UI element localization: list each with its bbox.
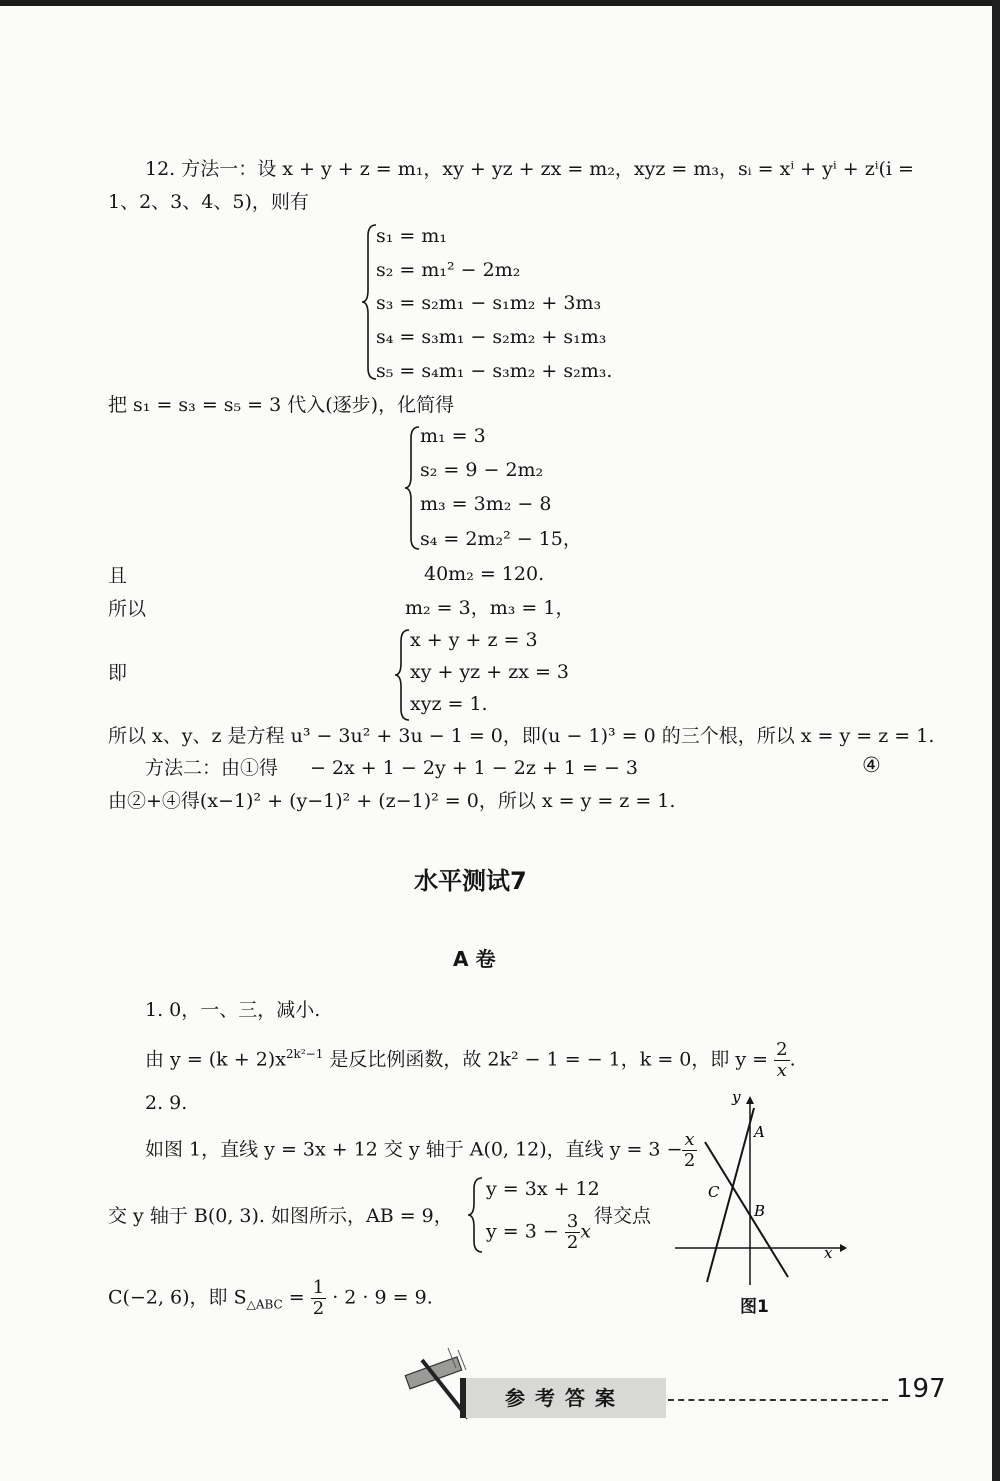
method2-label: 方法二：由①得 bbox=[145, 757, 279, 779]
and-equation: 40m₂ = 120. bbox=[424, 563, 545, 585]
so-label: 所以 bbox=[108, 598, 147, 620]
label-A: A bbox=[754, 1123, 765, 1141]
label-C: C bbox=[708, 1183, 720, 1201]
p12-line1: 12. 方法一：设 x + y + z = m₁，xy + yz + zx = m₂，xyz = m₃，sᵢ = xⁱ + yⁱ + zⁱ(i = bbox=[145, 158, 914, 180]
q2-line1: 如图 1，直线 y = 3x + 12 交 y 轴于 A(0, 12)，直线 y = 3 − $\frac{x}{2}$ bbox=[145, 1129, 696, 1171]
subsection-title: A 卷 bbox=[453, 947, 496, 971]
y-axis-arrow bbox=[746, 1096, 754, 1104]
q1-answer: 1. 0，一、三，减小. bbox=[145, 999, 321, 1021]
system2-eq3: m₃ = 3m₂ − 8 bbox=[420, 493, 552, 515]
q2-system-eq2: y = 3 − $\frac{3}{2}$ x bbox=[486, 1211, 591, 1253]
label-y: y bbox=[732, 1090, 741, 1106]
system3-eq1: x + y + z = 3 bbox=[410, 629, 538, 651]
label-x: x bbox=[824, 1244, 833, 1262]
p12-conclusion: 所以 x、y、z 是方程 u³ − 3u² + 3u − 1 = 0，即(u − 1)³ = 0 的三个根，所以 x = y = z = 1. bbox=[108, 725, 935, 747]
substitute-line: 把 s₁ = s₃ = s₅ = 3 代入(逐步)，化简得 bbox=[108, 394, 455, 416]
footer-dash-line bbox=[668, 1399, 888, 1401]
q2-line2-right: 得交点 bbox=[594, 1205, 652, 1227]
footer-title: 参考答案 bbox=[505, 1386, 625, 1410]
line-y-3-minus-x-over-2 bbox=[705, 1142, 788, 1277]
system1-eq4: s₄ = s₃m₁ − s₂m₂ + s₁m₃ bbox=[376, 326, 607, 348]
method2-result: 由②+④得(x−1)² + (y−1)² + (z−1)² = 0，所以 x = y = z = 1. bbox=[108, 790, 676, 812]
x-axis-arrow bbox=[840, 1244, 847, 1252]
so-equation: m₂ = 3，m₃ = 1， bbox=[405, 597, 575, 619]
q2-system-eq1: y = 3x + 12 bbox=[486, 1178, 600, 1200]
system3-eq2: xy + yz + zx = 3 bbox=[410, 661, 570, 683]
figure-1 bbox=[670, 1090, 850, 1290]
q2-line3: C(−2, 6)，即 $S_{\triangle ABC}$ = $\frac{1}{2}$ · 2 · 9 = 9. bbox=[108, 1277, 433, 1319]
method2-equation: − 2x + 1 − 2y + 1 − 2z + 1 = − 3 bbox=[310, 757, 638, 779]
q1-explanation: 由 $y = (k + 2)x^{2k^2-1}$ 是反比例函数，故 2k² − 1 = − 1，k = 0，即 y = $\frac{2}{x}$ . bbox=[145, 1039, 796, 1081]
section-title: 水平测试7 bbox=[414, 867, 527, 895]
system1-eq2: s₂ = m₁² − 2m₂ bbox=[376, 259, 521, 281]
label-B: B bbox=[754, 1202, 766, 1220]
system2-eq2: s₂ = 9 − 2m₂ bbox=[420, 459, 544, 481]
system1-eq5: s₅ = s₄m₁ − s₃m₂ + s₂m₃. bbox=[376, 360, 613, 382]
and-label: 且 bbox=[108, 565, 128, 587]
system2-eq4: s₄ = 2m₂² − 15， bbox=[420, 528, 582, 550]
brace-q2-system bbox=[468, 1175, 488, 1255]
page-number: 197 bbox=[896, 1374, 946, 1404]
scan-border-top bbox=[0, 0, 1000, 6]
q2-answer: 2. 9. bbox=[145, 1092, 188, 1114]
system2-eq1: m₁ = 3 bbox=[420, 425, 486, 447]
scan-border-right bbox=[992, 0, 1000, 1481]
p12-line2: 1、2、3、4、5)，则有 bbox=[108, 191, 309, 213]
system3-eq3: xyz = 1. bbox=[410, 693, 488, 715]
q2-line2-left: 交 y 轴于 B(0, 3). 如图所示，AB = 9， bbox=[108, 1205, 453, 1227]
equation-tag-4: ④ bbox=[862, 753, 881, 777]
ie-label: 即 bbox=[108, 662, 128, 684]
system1-eq1: s₁ = m₁ bbox=[376, 225, 447, 247]
figure-caption: 图1 bbox=[740, 1297, 769, 1317]
system1-eq3: s₃ = s₂m₁ − s₁m₂ + 3m₃ bbox=[376, 292, 602, 314]
